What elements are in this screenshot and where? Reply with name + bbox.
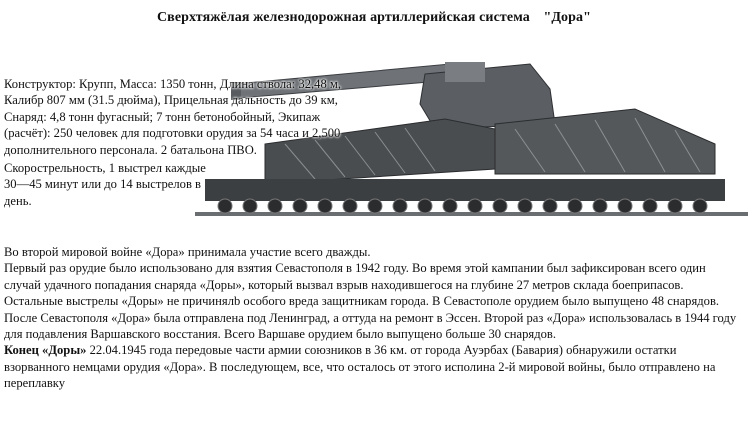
fire-rate-text: Скорострельность, 1 выстрел каждые 30—45 минут или до 14 выстрелов в день.	[4, 161, 206, 208]
history-paragraph-2: Первый раз орудие было использовано для взятия Севастополя в 1942 году. Во время этой кампании был зафиксирован всего один случай удачного попадания снаряда «Доры», который вызвал взрыв находившегося на глубине 27 метров склада боеприпасов. Остальные выстрелы «Доры» не причинялb особого вреда защитникам города. В Севастополе орудием было выпущено 48 снарядов. После Севастополя «Дора» была отправлена под Ленинград, а оттуда на ремонт в Эссен. Второй раз «Дора» использовалась в 1944 году для подавления Варшавского восстания. Всего Варшаве орудием было выпущено больше 30 снарядов.	[4, 261, 737, 342]
end-of-dora-text: 22.04.1945 года передовые части армии союзников в 36 км. от города Ауэрбах (Бавария) обнаружили остатки взорванного немцами орудия «Дора». В последующем, все, что осталось от этого исполина 2-й мировой войны, было отправлено на переплавку	[4, 343, 716, 391]
history-text	[4, 244, 744, 392]
recoil-mechanism	[445, 62, 485, 82]
specifications-text: Конструктор: Крупп, Масса: 1350 тонн, Длина ствола: 32,48 м, Калибр 807 мм (31.5 дюйма), Прицельная дальность до 39 км, Снаряд: 4,8 тонн фугасный; 7 тонн бетонобойный, Экипаж (расчёт): 250 человек для подготовки орудия за 54 часа и 2,500 дополнительного персонала. 2 батальона ПВО.	[4, 77, 342, 157]
history-paragraph-1: Во второй мировой войне «Дора» принимала участие всего дважды.	[4, 245, 371, 259]
specifications-block	[4, 76, 364, 209]
title-text: Сверхтяжёлая железнодорожная артиллерийская система	[156, 10, 530, 25]
history-paragraph-3	[4, 342, 744, 391]
page-title	[0, 10, 748, 26]
end-of-dora-label: Конец «Доры»	[4, 343, 87, 358]
title-name: "Дора"	[543, 10, 592, 25]
